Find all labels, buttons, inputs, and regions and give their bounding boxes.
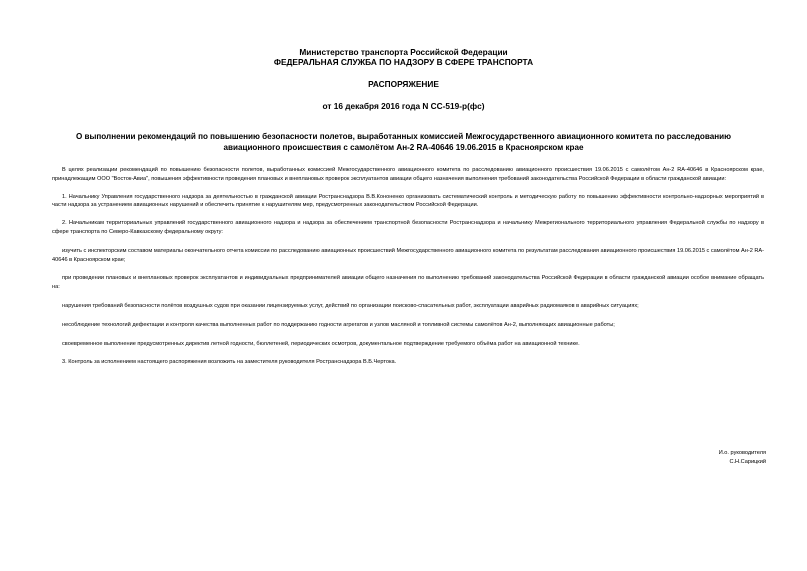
paragraph-item-2-inspections: при проведении плановых и внеплановых проверок эксплуатантов и индивидуальных предпринимателей авиации общего назначения по выполнению требований законодательства Российской Федерации в области гражданской авиации особое внимание обращать на: [52, 275, 764, 291]
document-title-line-2: авиационного происшествия с самолётом Ан-2 RA-40646 19.06.2015 в Красноярском крае [223, 143, 584, 152]
paragraph-item-2: 2. Начальникам территориальных управлений государственного авиационного надзора и надзора за обеспечением транспортной безопасности Ространснадзора и начальнику Межрегионального территориального управления Федеральной службы по надзору в сфере транспорта по Северо-Кавказскому федеральному округу: [52, 220, 764, 235]
document-type: РАСПОРЯЖЕНИЕ [368, 79, 439, 89]
paragraph-item-2-directives: своевременное выполнение предусмотренных директив летной годности, бюллетеней, периодических осмотров, документальное подтверждение требуемого объёма работ на авиационной технике. [62, 340, 580, 347]
document-title [60, 131, 747, 153]
paragraph-item-1: 1. Начальнику Управления государственного надзора за деятельностью в гражданской авиации Ространснадзора В.В.Кононенко организовать систематический контроль и методическую работу по повышению эффективности контрольно-надзорных мероприятий в части надзора за устранением авиационных нарушений и обеспечить принятие к нарушителям мер, предусмотренных законодательством Российской Федерации. [52, 193, 764, 209]
ministry-name: Министерство транспорта Российской Федерации [299, 47, 508, 57]
document-body [52, 166, 764, 367]
paragraph-item-2-study: изучить с инспекторским составом материалы окончательного отчета комиссии по расследованию авиационных происшествий Межгосударственного авиационного комитета по результатам расследования авиационного происшествия 19.06.2015 с самолётом Ан-2 RA-40646 в Красноярском крае; [52, 247, 764, 263]
agency-name: ФЕДЕРАЛЬНАЯ СЛУЖБА ПО НАДЗОРУ В СФЕРЕ ТРАНСПОРТА [273, 57, 534, 67]
paragraph-item-2-violations: нарушения требований безопасности полётов воздушных судов при оказании лицензируемых услуг, действий по организации поисково-спасательных работ, эксплуатации аварийных радиомаяков в аварийных ситуациях; [62, 302, 639, 309]
signature-position: И.о. руководителя [718, 450, 766, 456]
paragraph-preamble: В целях реализации рекомендаций по повышению безопасности полетов, выработанных комиссией Межгосударственного авиационного комитета по расследованию авиационного происшествия 19.06.2015 с самолётом Ан-2 RA-40646 в Красноярском крае, принадлежащим ООО "Восток-Авиа", повышения эффективности проведения плановых и внеплановых проверок эксплуатантов авиации общего назначения выполнения требований законодательства Российской Федерации в области гражданской авиации: [52, 167, 764, 182]
document-title-line-1: О выполнении рекомендаций по повышению безопасности полетов, выработанных комиссией Межгосударственного авиационного комитета по расследованию [75, 132, 732, 141]
signature-name: С.Н.Сарицкий [729, 459, 766, 465]
paragraph-item-2-technology: несоблюдение технологий дефектации и контроля качества выполненных работ по поддержанию годности агрегатов и узлов масляной и топливной системы самолётов Ан-2, выполняющих авиационные работы; [62, 321, 615, 328]
document-date-number: от 16 декабря 2016 года N СС-519-р(фс) [322, 101, 485, 111]
paragraph-item-3: 3. Контроль за исполнением настоящего распоряжения возложить на заместителя руководителя Ространснадзора В.Б.Чертока. [62, 359, 397, 366]
